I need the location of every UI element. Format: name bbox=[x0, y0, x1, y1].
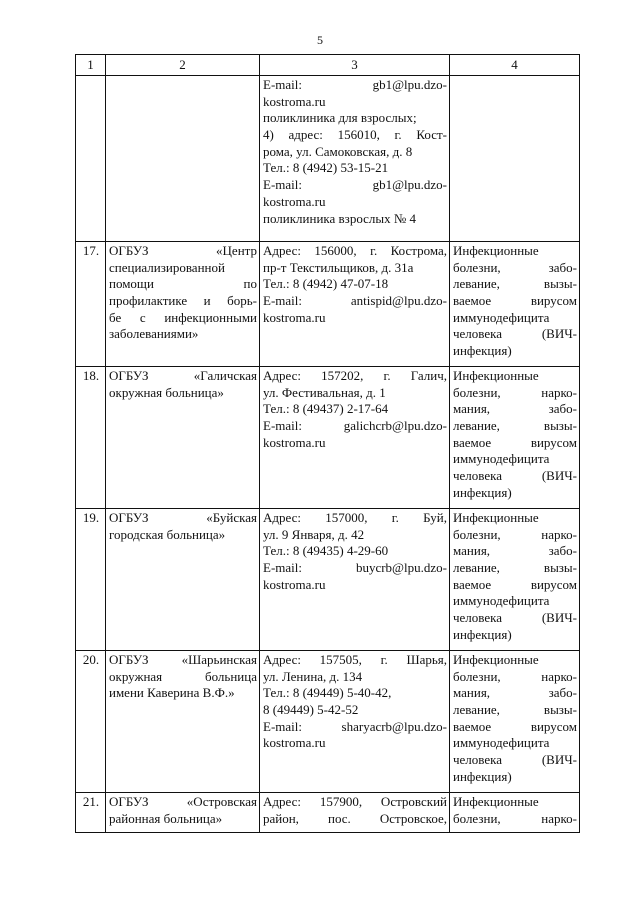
org-line: помощи по bbox=[109, 276, 257, 292]
disease-line: ваемое вирусом bbox=[453, 718, 577, 734]
disease-line: мания, забо- bbox=[453, 685, 577, 701]
contact-line: E-mail: gb1@lpu.dzo- bbox=[263, 77, 447, 92]
contact-line: Тел.: 8 (49449) 5-40-42, bbox=[263, 685, 392, 701]
disease-line: болезни, нарко- bbox=[453, 526, 577, 542]
cell-disease bbox=[450, 509, 580, 651]
disease-line: ваемое вирусом bbox=[453, 434, 577, 450]
disease-line: левание, вызы- bbox=[453, 418, 577, 434]
cell-contact bbox=[260, 76, 450, 242]
disease-line: болезни, забо- bbox=[453, 259, 577, 275]
disease-line: левание, вызы- bbox=[453, 560, 577, 576]
disease-line: Инфекционные bbox=[453, 652, 539, 667]
row-number: 17. bbox=[76, 242, 106, 367]
org-line: городская больница» bbox=[109, 526, 226, 542]
contact-line: Адрес: 157505, г. Шарья, bbox=[263, 652, 447, 667]
header-col-4: 4 bbox=[450, 55, 580, 76]
disease-line: болезни, нарко- bbox=[453, 384, 577, 400]
contact-line: kostroma.ru bbox=[263, 434, 326, 450]
contact-line: E-mail: sharyacrb@lpu.dzo- bbox=[263, 718, 447, 734]
disease-line: человека (ВИЧ- bbox=[453, 610, 577, 626]
contact-line: поликлиника для взрослых; bbox=[263, 110, 417, 126]
org-line: ОГБУЗ «Центр bbox=[109, 243, 257, 258]
disease-line: левание, вызы- bbox=[453, 276, 577, 292]
disease-line: иммунодефицита bbox=[453, 451, 550, 467]
disease-line: болезни, нарко- bbox=[453, 810, 577, 826]
contact-line: ул. 9 Января, д. 42 bbox=[263, 526, 365, 542]
row-number: 21. bbox=[76, 793, 106, 833]
org-line: имени Каверина В.Ф.» bbox=[109, 685, 235, 701]
org-line: ОГБУЗ «Галичская bbox=[109, 368, 257, 383]
cell-disease bbox=[450, 367, 580, 509]
contact-line: kostroma.ru bbox=[263, 193, 326, 209]
header-col-1: 1 bbox=[76, 55, 106, 76]
disease-line: человека (ВИЧ- bbox=[453, 326, 577, 342]
contact-line: Адрес: 157202, г. Галич, bbox=[263, 368, 447, 383]
disease-line: мания, забо- bbox=[453, 401, 577, 417]
header-col-3: 3 bbox=[260, 55, 450, 76]
contact-line: ул. Фестивальная, д. 1 bbox=[263, 384, 386, 400]
disease-line: иммунодефицита bbox=[453, 735, 550, 751]
cell-org bbox=[106, 509, 260, 651]
header-col-2: 2 bbox=[106, 55, 260, 76]
org-line: ОГБУЗ «Шарьинская bbox=[109, 652, 257, 667]
cell-disease bbox=[450, 651, 580, 793]
contact-line: район, пос. Островское, bbox=[263, 810, 447, 826]
disease-line: инфекция) bbox=[453, 626, 512, 642]
disease-line: Инфекционные bbox=[453, 794, 539, 809]
cell-contact bbox=[260, 367, 450, 509]
disease-line: Инфекционные bbox=[453, 368, 539, 383]
contact-line: пр-т Текстильщиков, д. 31а bbox=[263, 259, 414, 275]
table-row bbox=[76, 793, 580, 833]
disease-line: Инфекционные bbox=[453, 243, 539, 258]
table-row bbox=[76, 367, 580, 509]
cell-org bbox=[106, 367, 260, 509]
org-line: бе с инфекционными bbox=[109, 309, 257, 325]
row-number: 19. bbox=[76, 509, 106, 651]
cell-disease bbox=[450, 242, 580, 367]
disease-line: инфекция) bbox=[453, 343, 512, 359]
row-number bbox=[76, 76, 106, 242]
disease-line: инфекция) bbox=[453, 484, 512, 500]
contact-line: Тел.: 8 (4942) 47-07-18 bbox=[263, 276, 389, 292]
contact-line: 4) адрес: 156010, г. Кост- bbox=[263, 127, 447, 143]
contact-line: kostroma.ru bbox=[263, 309, 326, 325]
page-number: 5 bbox=[317, 33, 323, 47]
contact-line: Тел.: 8 (4942) 53-15-21 bbox=[263, 160, 389, 176]
contact-line: kostroma.ru bbox=[263, 576, 326, 592]
disease-line: мания, забо- bbox=[453, 543, 577, 559]
contact-line: ул. Ленина, д. 134 bbox=[263, 668, 363, 684]
disease-line: ваемое вирусом bbox=[453, 293, 577, 309]
disease-line: ваемое вирусом bbox=[453, 576, 577, 592]
cell-contact bbox=[260, 509, 450, 651]
disease-line: человека (ВИЧ- bbox=[453, 468, 577, 484]
cell-org bbox=[106, 242, 260, 367]
contact-line: kostroma.ru bbox=[263, 93, 326, 109]
disease-line: Инфекционные bbox=[453, 510, 539, 525]
table-header-row bbox=[76, 55, 580, 76]
disease-line: инфекция) bbox=[453, 768, 512, 784]
cell-contact bbox=[260, 242, 450, 367]
contact-line: Тел.: 8 (49437) 2-17-64 bbox=[263, 401, 389, 417]
contact-line: E-mail: gb1@lpu.dzo- bbox=[263, 177, 447, 193]
cell-contact bbox=[260, 651, 450, 793]
row-number: 18. bbox=[76, 367, 106, 509]
cell-org bbox=[106, 651, 260, 793]
disease-line: левание, вызы- bbox=[453, 702, 577, 718]
row-number: 20. bbox=[76, 651, 106, 793]
contact-line: Тел.: 8 (49435) 4-29-60 bbox=[263, 543, 389, 559]
disease-line: иммунодефицита bbox=[453, 309, 550, 325]
contact-line: E-mail: buycrb@lpu.dzo- bbox=[263, 560, 447, 576]
org-line: окружная больница» bbox=[109, 384, 224, 400]
org-line: районная больница» bbox=[109, 810, 223, 826]
contact-line: 8 (49449) 5-42-52 bbox=[263, 702, 359, 718]
org-line: специализированной bbox=[109, 259, 225, 275]
contact-line: рома, ул. Самоковская, д. 8 bbox=[263, 143, 413, 159]
cell-org bbox=[106, 793, 260, 833]
table-row bbox=[76, 242, 580, 367]
table-row bbox=[76, 651, 580, 793]
contact-line: E-mail: antispid@lpu.dzo- bbox=[263, 293, 447, 309]
contact-line: Адрес: 157900, Островский bbox=[263, 794, 447, 809]
table-row bbox=[76, 76, 580, 242]
org-line: ОГБУЗ «Буйская bbox=[109, 510, 257, 525]
contact-line: поликлиника взрослых № 4 bbox=[263, 210, 417, 226]
org-line: заболеваниями» bbox=[109, 326, 199, 342]
contact-line: kostroma.ru bbox=[263, 735, 326, 751]
contact-line: E-mail: galichcrb@lpu.dzo- bbox=[263, 418, 447, 434]
cell-contact bbox=[260, 793, 450, 833]
cell-disease bbox=[450, 793, 580, 833]
table-body bbox=[76, 55, 580, 833]
medical-organizations-table bbox=[75, 54, 580, 833]
disease-line: человека (ВИЧ- bbox=[453, 752, 577, 768]
table-row bbox=[76, 509, 580, 651]
cell-org bbox=[106, 76, 260, 242]
contact-line: Адрес: 157000, г. Буй, bbox=[263, 510, 447, 525]
contact-line: Адрес: 156000, г. Кострома, bbox=[263, 243, 447, 258]
org-line: окружная больница bbox=[109, 668, 257, 684]
org-line: ОГБУЗ «Островская bbox=[109, 794, 257, 809]
org-line: профилактике и борь- bbox=[109, 293, 257, 309]
disease-line: иммунодефицита bbox=[453, 593, 550, 609]
disease-line: болезни, нарко- bbox=[453, 668, 577, 684]
cell-disease bbox=[450, 76, 580, 242]
